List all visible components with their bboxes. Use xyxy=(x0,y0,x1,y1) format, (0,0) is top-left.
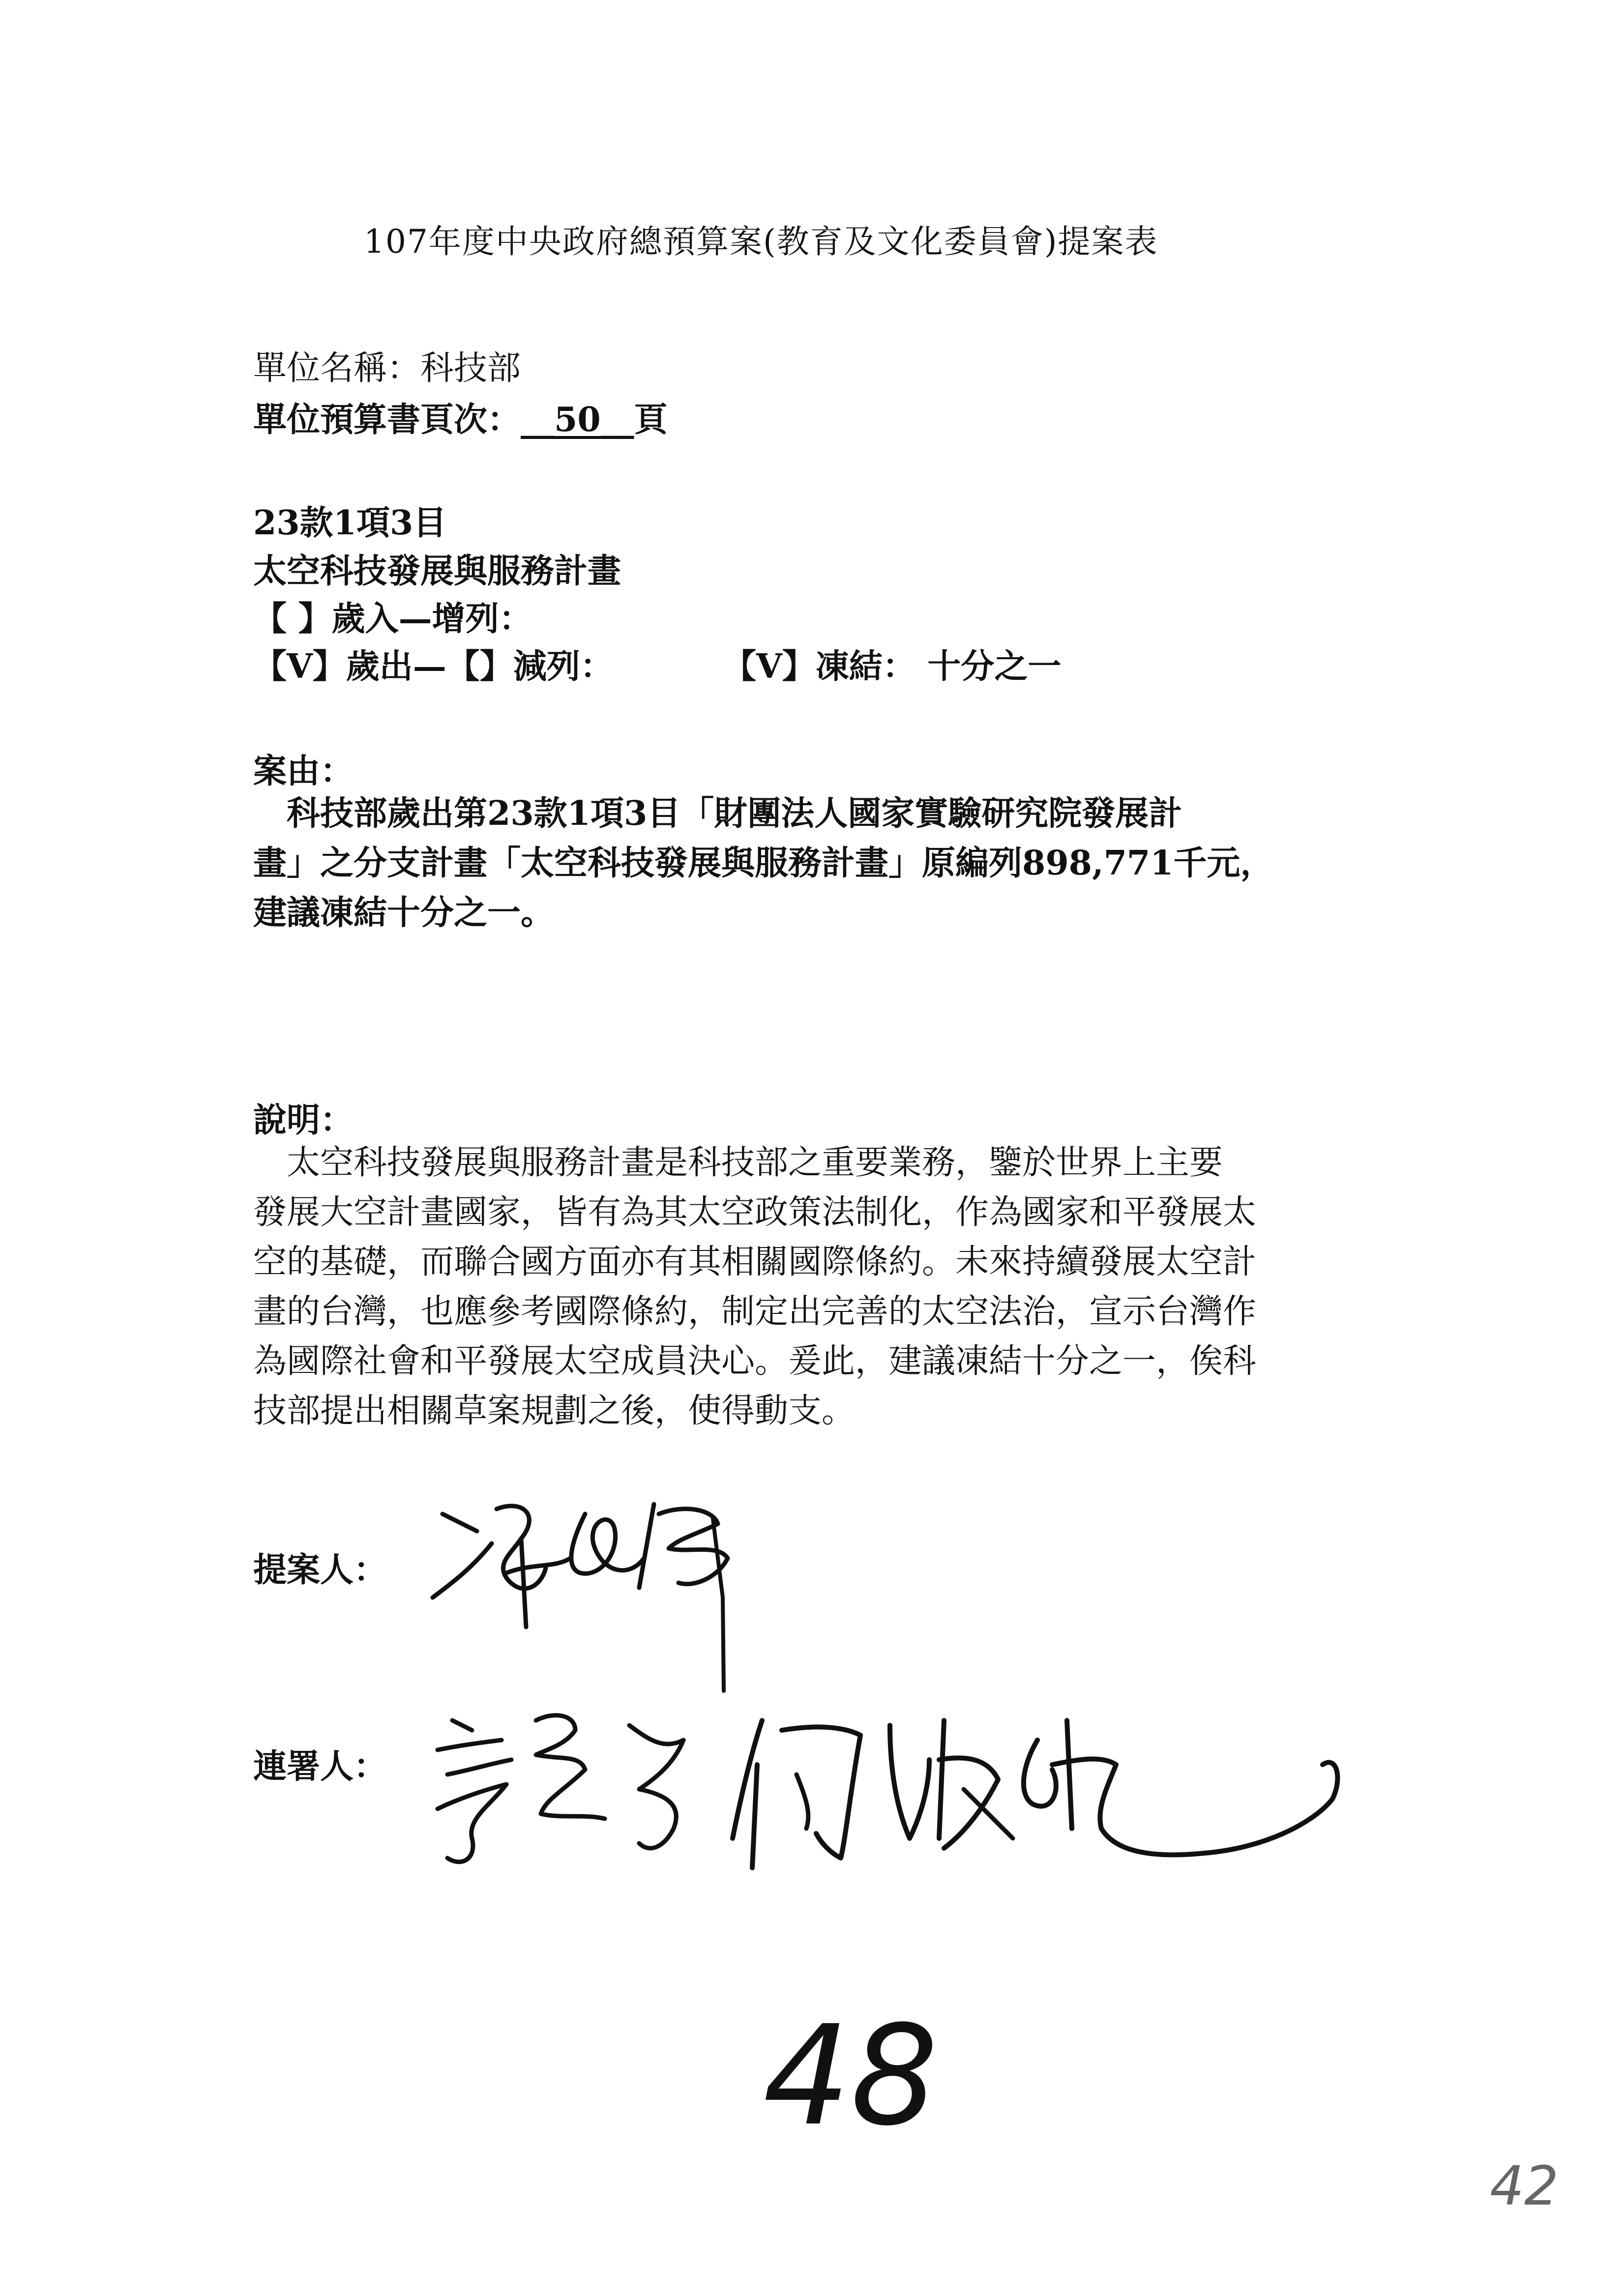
budget-page-blank-after: __ xyxy=(600,400,634,439)
document-title: 107年度中央政府總預算案(教育及文化委員會)提案表 xyxy=(364,223,1158,261)
proposer-label: 提案人： xyxy=(253,1550,387,1590)
case-line: 科技部歲出第23款1項3目「財團法人國家實驗研究院發展計 xyxy=(253,794,1182,833)
corner-page-number xyxy=(1470,2148,1578,2222)
budget-page-prefix: 單位預算書頁次： xyxy=(253,400,521,439)
explanation-line: 技部提出相關草案規劃之後，使得動支。 xyxy=(253,1392,856,1430)
explanation-line: 為國際社會和平發展太空成員決心。爰此，建議凍結十分之一，俟科 xyxy=(253,1342,1257,1381)
unit-name: 單位名稱：科技部 xyxy=(253,349,521,388)
cosigner-signature xyxy=(418,1691,1352,1897)
case-line: 建議凍結十分之一。 xyxy=(253,893,555,932)
budget-page-number: 50 xyxy=(554,400,601,439)
case-body xyxy=(253,789,1379,938)
cosigner-label: 連署人： xyxy=(253,1747,387,1786)
case-heading: 案由： xyxy=(253,752,354,791)
expenditure-line-right: 【V】凍結： 十分之一 xyxy=(723,647,1062,686)
explanation-body xyxy=(253,1138,1379,1436)
svg-text:42: 42 xyxy=(1490,2154,1559,2217)
explanation-line: 太空科技發展與服務計畫是科技部之重要業務，鑒於世界上主要 xyxy=(253,1143,1223,1182)
revenue-line: 【 】歲入—增列： xyxy=(253,599,532,639)
expenditure-line-left: 【V】歲出—【】減列： xyxy=(253,647,614,686)
handwritten-page-number xyxy=(757,2005,944,2143)
case-line: 畫」之分支計畫「太空科技發展與服務計畫」原編列898,771千元， xyxy=(253,843,1274,883)
explanation-line: 發展大空計畫國家，皆有為其太空政策法制化，作為國家和平發展太 xyxy=(253,1193,1257,1232)
svg-text:48: 48 xyxy=(763,2005,939,2143)
budget-page-line xyxy=(253,393,668,441)
account-code: 23款1項3目 xyxy=(253,503,447,543)
budget-page-suffix: 頁 xyxy=(634,400,668,439)
budget-page-blank-before: __ xyxy=(521,400,555,439)
explanation-line: 空的基礎，而聯合國方面亦有其相關國際條約。未來持續發展太空計 xyxy=(253,1243,1257,1281)
explanation-heading: 說明： xyxy=(253,1101,354,1140)
plan-name: 太空科技發展與服務計畫 xyxy=(253,552,621,591)
explanation-line: 畫的台灣，也應參考國際條約，制定出完善的太空法治，宣示台灣作 xyxy=(253,1292,1257,1331)
